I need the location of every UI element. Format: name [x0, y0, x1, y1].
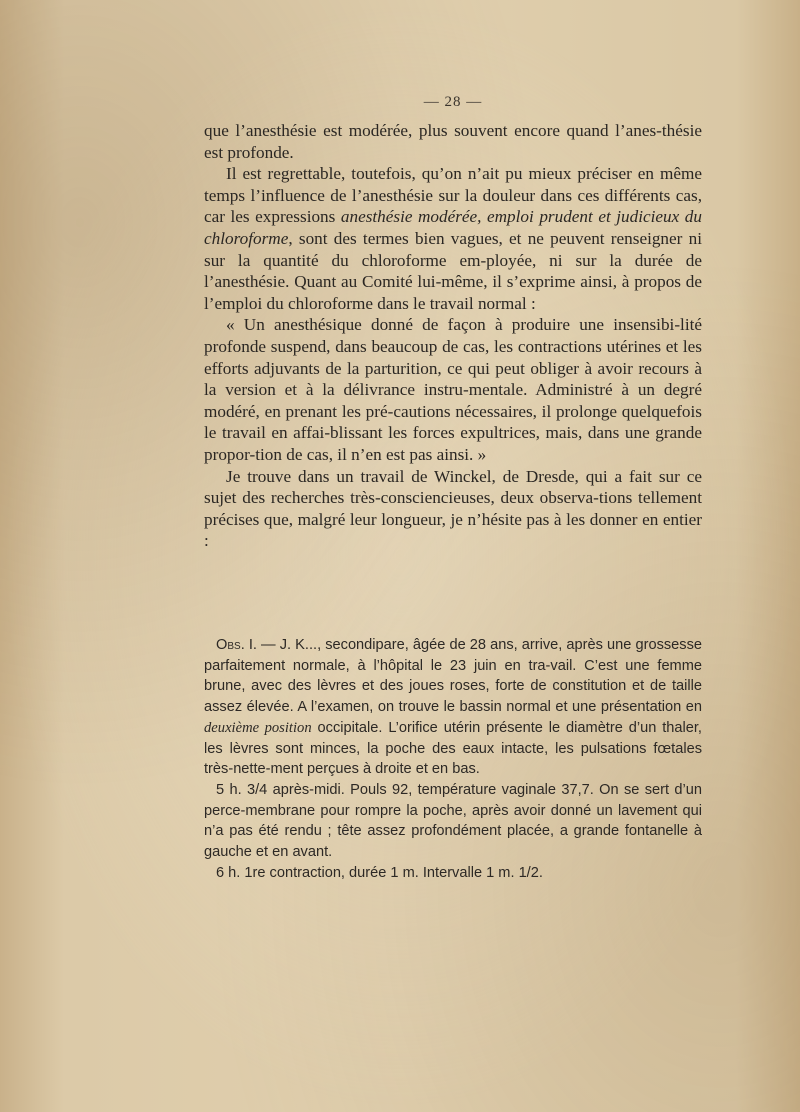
page-number: — 28 —	[423, 94, 483, 110]
observation-p1-end: occipitale. L’orifice utérin présente le diamètre d’un thaler, les lèvres sont minces, la poche des eaux intacte, les pulsations fœtales très-nette-ment perçues à droite et en bas.	[204, 719, 702, 778]
paragraph-2-start: Il est regrettable, toutefois, qu’on n’ait pu mieux préciser en même temps l’influence de l’anesthésie sur la douleur dans ces différents cas, car les expressions	[204, 164, 702, 227]
paragraph-3-quote: « Un anesthésique donné de façon à produire une insensibi-lité profonde suspend, dans beaucoup de cas, les contractions utérines et les efforts adjuvants de la parturition, ce qui peut obliger à avoir recours à la version et à la délivrance instru-mentale. Administré à un degré modéré, en prenant les pré-cautions nécessaires, il prolonge quelquefois le travail en affai-blissant les forces expultrices, mais, dans une grande propor-tion de cas, il n’en est pas ainsi. »	[204, 315, 702, 464]
observation-paragraph-2: 5 h. 3/4 après-midi. Pouls 92, température vaginale 37,7. On se sert d’un perce-membrane pour rompre la poche, après avoir donné un lavement qui n’a pas été rendu ; tête assez profondément placée, a grande fontanelle à gauche et en avant.	[204, 781, 702, 861]
observation-label: Obs. I.	[216, 637, 257, 653]
paragraph-2-end: , sont des termes bien vagues, et ne peuvent renseigner ni sur la quantité du chloroforme em-ployée, ni sur la durée de l’anesthésie. Quant au Comité lui-même, il s’exprime ainsi, à propos de l’emploi du chloroforme dans le travail normal :	[204, 228, 702, 313]
observation-p1-start: — J. K..., secondipare, âgée de 28 ans, arrive, après une grossesse parfaitement normale, à l’hôpital le 23 juin en tra-vail. C’est une femme brune, avec des lèvres et des joues roses, forte de constitution et de taille assez élevée. A l’examen, on trouve le bassin normal et une présentation en	[204, 637, 702, 716]
paragraph-2	[204, 163, 702, 314]
main-text	[204, 120, 702, 552]
paragraph-2-italic: anesthésie modérée, emploi prudent et judicieux du chloroforme	[204, 207, 702, 248]
observation-paragraph-1	[204, 635, 702, 780]
paragraph-4: Je trouve dans un travail de Winckel, de Dresde, qui a fait sur ce sujet des recherches très-consciencieuses, deux observa-tions tellement précises que, malgré leur longueur, je n’hésite pas à les donner en entier :	[204, 466, 702, 551]
paragraph-1: que l’anesthésie est modérée, plus souvent encore quand l’anes-thésie est profonde.	[204, 121, 702, 162]
observation-text	[204, 635, 702, 883]
observation-p1-italic: deuxième position	[204, 719, 312, 736]
observation-paragraph-3: 6 h. 1re contraction, durée 1 m. Intervalle 1 m. 1/2.	[216, 864, 543, 881]
